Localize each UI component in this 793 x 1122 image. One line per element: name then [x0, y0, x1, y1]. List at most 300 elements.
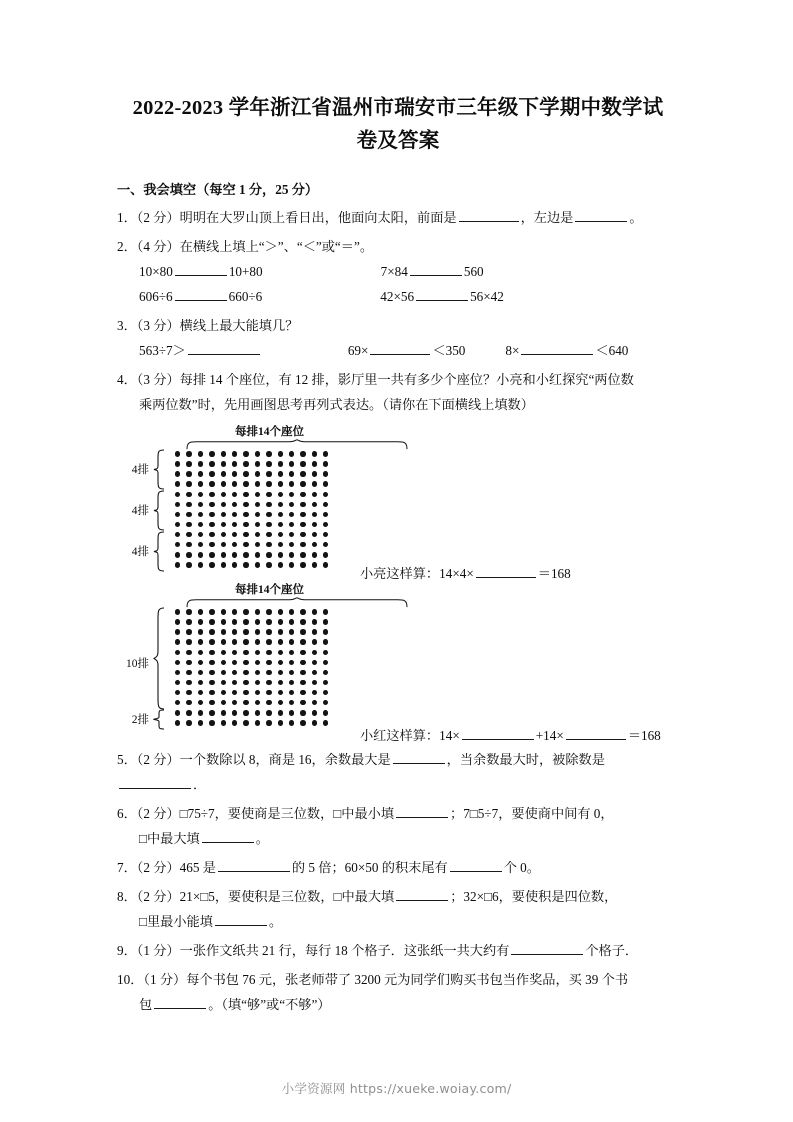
answer-blank[interactable] — [462, 725, 534, 740]
question-6 — [117, 801, 679, 851]
seat-dot — [255, 481, 260, 486]
seat-dot — [266, 451, 271, 456]
seat-dot — [209, 552, 214, 557]
question-6-number: 6． — [117, 806, 137, 821]
seat-dot — [312, 512, 317, 517]
question-1 — [117, 205, 679, 230]
seat-dot — [266, 619, 271, 624]
question-9 — [117, 938, 679, 963]
seat-dot — [289, 710, 294, 715]
seat-dot — [175, 542, 180, 547]
q2-r2-right-expr-b: 56×42 — [470, 289, 504, 304]
page-title — [117, 92, 679, 158]
seat-dot — [232, 700, 237, 705]
answer-blank[interactable] — [393, 749, 445, 764]
diagram1-side-brace-1-icon — [153, 490, 165, 531]
seat-dot — [255, 680, 260, 685]
seat-dot — [323, 461, 328, 466]
seat-dot — [278, 471, 283, 476]
dot-row — [175, 627, 334, 637]
seat-dot — [278, 451, 283, 456]
seat-dot — [209, 492, 214, 497]
seat-dot — [221, 532, 226, 537]
diagram1-side-label-1: 4排 — [131, 505, 149, 517]
seat-dot — [221, 680, 226, 685]
seat-dot — [312, 710, 317, 715]
seat-dot — [312, 680, 317, 685]
seat-dot — [300, 562, 305, 567]
seat-dot — [186, 660, 191, 665]
seat-dot — [255, 502, 260, 507]
seat-dot — [266, 471, 271, 476]
seat-dot — [209, 680, 214, 685]
seat-dot — [266, 680, 271, 685]
diagram2-top-caption: 每排14个座位 — [235, 584, 304, 596]
question-6-score: （2 分） — [136, 806, 180, 821]
seat-dot — [232, 552, 237, 557]
seat-dot — [300, 639, 305, 644]
question-8-text-2b: 。 — [268, 914, 283, 929]
question-3-number: 3． — [117, 318, 137, 333]
seat-dot — [232, 502, 237, 507]
seat-dot — [278, 532, 283, 537]
seat-dot — [312, 720, 317, 725]
question-8-score: （2 分） — [136, 889, 180, 904]
question-6-text-2a: □中最大填 — [139, 831, 200, 846]
q2-r1-right-expr-b: 560 — [463, 264, 484, 279]
seat-dot — [266, 720, 271, 725]
seat-dot — [243, 700, 248, 705]
seat-dot — [209, 650, 214, 655]
question-3-prompt — [117, 313, 679, 338]
question-1-number: 1． — [117, 210, 137, 225]
seat-dot — [266, 552, 271, 557]
seat-dot — [323, 532, 328, 537]
seat-dot — [198, 660, 203, 665]
seat-dot — [323, 720, 328, 725]
seat-dot — [232, 471, 237, 476]
seat-dot — [198, 512, 203, 517]
answer-blank[interactable] — [396, 886, 448, 901]
dot-row — [175, 550, 334, 560]
seat-dot — [323, 700, 328, 705]
seat-dot — [289, 720, 294, 725]
question-7-number: 7． — [117, 860, 137, 875]
seat-dot — [209, 690, 214, 695]
seat-dot — [266, 562, 271, 567]
question-10-text-2b: 。（填“够”或“不够”） — [208, 997, 331, 1012]
seat-dot — [232, 619, 237, 624]
seat-dot — [243, 660, 248, 665]
seat-dot — [175, 700, 180, 705]
seat-dot — [175, 670, 180, 675]
seat-dot — [186, 562, 191, 567]
seat-dot — [255, 650, 260, 655]
seat-dot — [243, 512, 248, 517]
seat-dot — [289, 700, 294, 705]
seat-dot — [232, 532, 237, 537]
seat-dot — [278, 629, 283, 634]
seat-dot — [221, 690, 226, 695]
seat-dot — [198, 552, 203, 557]
seat-dot — [255, 552, 260, 557]
dot-row — [175, 499, 334, 509]
question-3-text: 横线上最大能填几？ — [179, 318, 299, 333]
seat-dot — [266, 609, 271, 614]
seat-dot — [323, 502, 328, 507]
dot-row — [175, 449, 334, 459]
answer-blank[interactable] — [175, 261, 227, 276]
seat-dot — [243, 552, 248, 557]
seat-dot — [289, 532, 294, 537]
seat-dot — [209, 609, 214, 614]
q3-item2-suffix: ＜350 — [432, 343, 466, 358]
question-3 — [117, 313, 679, 363]
seat-dot — [221, 710, 226, 715]
seat-dot — [175, 609, 180, 614]
question-7-text-b: 的 5 倍；60×50 的积末尾有 — [291, 860, 448, 875]
seat-dot — [255, 619, 260, 624]
seat-dot — [289, 619, 294, 624]
dot-row — [175, 698, 334, 708]
seat-dot — [278, 609, 283, 614]
question-5-number: 5． — [117, 752, 137, 767]
seat-dot — [300, 619, 305, 624]
question-8-text-1a: 21×□5，要使积是三位数，□中最大填 — [179, 889, 395, 904]
answer-blank[interactable] — [450, 857, 502, 872]
answer-blank[interactable] — [511, 940, 583, 955]
seat-dot — [289, 481, 294, 486]
seat-dot — [278, 461, 283, 466]
answer-blank[interactable] — [202, 828, 254, 843]
seat-dot — [209, 700, 214, 705]
diagram1-side-brace-0-icon — [153, 449, 165, 490]
dot-row — [175, 459, 334, 469]
seat-dot — [312, 542, 317, 547]
seat-dot — [300, 451, 305, 456]
seat-dot — [312, 522, 317, 527]
question-4-score: （3 分） — [136, 372, 180, 387]
q2-r1-right-expr-a: 7×84 — [380, 264, 408, 279]
seat-dot — [175, 720, 180, 725]
diagram2-side-label-1: 2排 — [131, 714, 149, 726]
seat-dot — [312, 660, 317, 665]
question-4-line-1 — [117, 367, 679, 392]
question-10-text-1: 每个书包 76 元，张老师带了 3200 元为同学们购买书包当作奖品，买 39 个书 — [186, 972, 629, 987]
question-7 — [117, 855, 679, 880]
seat-dot — [312, 650, 317, 655]
dot-row — [175, 647, 334, 657]
seat-dot — [289, 451, 294, 456]
answer-blank[interactable] — [459, 207, 519, 222]
seat-dot — [266, 461, 271, 466]
answer-blank[interactable] — [370, 340, 430, 355]
seat-dot — [243, 471, 248, 476]
seat-dot — [278, 660, 283, 665]
question-10 — [117, 967, 679, 1017]
seat-dot — [221, 461, 226, 466]
section-heading: 一、我会填空（每空 1 分，25 分） — [117, 182, 319, 197]
seat-dot — [175, 710, 180, 715]
q3-item1-prefix: 563÷7＞ — [139, 343, 186, 358]
seat-dot — [175, 650, 180, 655]
seat-dot — [175, 690, 180, 695]
answer-blank[interactable] — [575, 207, 627, 222]
diagram1-calc-b: ＝168 — [537, 566, 571, 581]
seat-dot — [289, 461, 294, 466]
seat-dot — [221, 542, 226, 547]
seat-dot — [289, 562, 294, 567]
diagram2-calc-b: +14× — [535, 728, 564, 743]
seat-dot — [278, 542, 283, 547]
seat-dot — [243, 562, 248, 567]
seat-dot — [289, 690, 294, 695]
seat-dot — [232, 710, 237, 715]
seat-dot — [209, 481, 214, 486]
dot-row — [175, 520, 334, 530]
seat-dot — [255, 690, 260, 695]
question-9-text-b: 个格子． — [585, 943, 639, 958]
seat-dot — [209, 532, 214, 537]
seat-dot — [278, 700, 283, 705]
question-4-text-1: 每排 14 个座位，有 12 排，影厅里一共有多少个座位？小亮和小红探究“两位数 — [179, 372, 634, 387]
answer-blank[interactable] — [218, 857, 290, 872]
answer-blank[interactable] — [396, 803, 448, 818]
question-8-number: 8． — [117, 889, 137, 904]
seat-dot — [209, 710, 214, 715]
seat-dot — [289, 471, 294, 476]
seat-dot — [312, 552, 317, 557]
question-8-text-1b: ；32×□6，要使积是四位数， — [450, 889, 618, 904]
dot-row — [175, 469, 334, 479]
seat-dot — [266, 629, 271, 634]
seat-dot — [243, 690, 248, 695]
seat-dot — [186, 522, 191, 527]
seat-dot — [175, 502, 180, 507]
question-10-text-2a: 包 — [139, 997, 153, 1012]
seat-dot — [266, 492, 271, 497]
answer-blank[interactable] — [119, 774, 191, 789]
seat-dot — [312, 562, 317, 567]
seat-dot — [243, 609, 248, 614]
dot-row — [175, 489, 334, 499]
q2-r1-left-expr-b: 10+80 — [228, 264, 263, 279]
seat-dot — [232, 481, 237, 486]
answer-blank[interactable] — [410, 261, 462, 276]
seat-dot — [198, 461, 203, 466]
seat-dot — [186, 451, 191, 456]
seat-dot — [221, 512, 226, 517]
seat-dot — [186, 690, 191, 695]
seat-dot — [323, 629, 328, 634]
seat-dot — [255, 710, 260, 715]
seat-dot — [323, 710, 328, 715]
seat-dot — [255, 451, 260, 456]
seat-dot — [300, 532, 305, 537]
seat-dot — [175, 639, 180, 644]
question-1-text-b: ，左边是 — [520, 210, 574, 225]
seat-dot — [209, 451, 214, 456]
seat-dot — [209, 502, 214, 507]
page-content — [117, 0, 679, 1017]
seat-dot — [198, 710, 203, 715]
dot-row — [175, 718, 334, 728]
seat-dot — [266, 639, 271, 644]
seat-dot — [198, 629, 203, 634]
title-line-2: 卷及答案 — [356, 130, 440, 152]
seat-dot — [221, 562, 226, 567]
seat-dot — [186, 481, 191, 486]
seat-dot — [243, 680, 248, 685]
seat-dot — [300, 700, 305, 705]
answer-blank[interactable] — [215, 911, 267, 926]
seat-dot — [278, 690, 283, 695]
seat-dot — [289, 522, 294, 527]
question-2-text: 在横线上填上“＞”、“＜”或“＝”。 — [179, 239, 374, 254]
seat-dot — [186, 670, 191, 675]
seat-dot — [312, 461, 317, 466]
seat-dot — [323, 619, 328, 624]
answer-blank[interactable] — [416, 286, 468, 301]
seat-dot — [300, 629, 305, 634]
diagram1-top-caption: 每排14个座位 — [235, 426, 304, 438]
seat-dot — [312, 629, 317, 634]
seat-dot — [323, 562, 328, 567]
seat-dot — [186, 492, 191, 497]
answer-blank[interactable] — [175, 286, 227, 301]
seat-dot — [232, 660, 237, 665]
answer-blank[interactable] — [188, 340, 260, 355]
seat-dot — [186, 512, 191, 517]
seat-dot — [323, 542, 328, 547]
question-7-text-c: 个 0。 — [503, 860, 540, 875]
question-7-score: （2 分） — [136, 860, 180, 875]
seat-dot — [278, 552, 283, 557]
seat-dot — [312, 619, 317, 624]
seat-dot — [289, 660, 294, 665]
seat-dot — [221, 660, 226, 665]
seat-dot — [221, 481, 226, 486]
question-5-text-a: 一个数除以 8，商是 16，余数最大是 — [179, 752, 391, 767]
seat-dot — [232, 720, 237, 725]
seat-dot — [278, 680, 283, 685]
seat-dot — [221, 492, 226, 497]
seat-dot — [198, 700, 203, 705]
question-4-line-2: 乘两位数”时，先用画图思考再列式表达。（请你在下面横线上填数） — [139, 397, 534, 412]
q3-item3-prefix: 8× — [505, 343, 520, 358]
seat-dot — [186, 650, 191, 655]
answer-blank[interactable] — [566, 725, 626, 740]
seat-dot — [323, 639, 328, 644]
seat-dot — [278, 481, 283, 486]
seat-dot — [289, 670, 294, 675]
seat-dot — [175, 552, 180, 557]
seat-dot — [243, 710, 248, 715]
seat-dot — [312, 481, 317, 486]
dot-row — [175, 688, 334, 698]
seat-dot — [243, 532, 248, 537]
seat-dot — [255, 522, 260, 527]
seat-dot — [221, 670, 226, 675]
seat-dot — [323, 650, 328, 655]
seat-dot — [312, 690, 317, 695]
diagram1-side-brace-2-icon — [153, 531, 165, 572]
seat-dot — [278, 512, 283, 517]
question-2-score: （4 分） — [136, 239, 180, 254]
question-5-score: （2 分） — [136, 752, 180, 767]
seat-dot — [186, 609, 191, 614]
seat-dot — [221, 451, 226, 456]
seat-dot — [289, 552, 294, 557]
question-6-text-1b: ；7□5÷7，要使商中间有 0， — [450, 806, 614, 821]
question-1-text-a: 明明在大罗山顶上看日出，他面向太阳，前面是 — [179, 210, 457, 225]
seat-dot — [243, 650, 248, 655]
question-6-line-1 — [117, 801, 679, 826]
dot-row — [175, 530, 334, 540]
question-9-text-a: 一张作文纸共 21 行，每行 18 个格子．这张纸一共大约有 — [179, 943, 510, 958]
seat-dot — [175, 481, 180, 486]
seat-dot — [243, 461, 248, 466]
seat-dot — [221, 471, 226, 476]
seat-dot — [323, 552, 328, 557]
seat-dot — [300, 680, 305, 685]
seat-dot — [312, 471, 317, 476]
seat-dot — [186, 639, 191, 644]
seat-dot — [175, 532, 180, 537]
seat-dot — [278, 710, 283, 715]
dot-row — [175, 510, 334, 520]
seat-dot — [221, 629, 226, 634]
dot-row — [175, 540, 334, 550]
seat-dot — [198, 532, 203, 537]
answer-blank[interactable] — [154, 994, 206, 1009]
seat-dot — [278, 522, 283, 527]
seat-dot — [323, 670, 328, 675]
seat-dot — [266, 690, 271, 695]
dot-row — [175, 617, 334, 627]
seat-dot — [198, 639, 203, 644]
seat-dot — [175, 660, 180, 665]
seat-dot — [312, 492, 317, 497]
diagram-xiaohong — [117, 581, 679, 743]
question-8-line-2 — [117, 909, 679, 934]
seat-dot — [243, 481, 248, 486]
question-4 — [117, 367, 679, 417]
seat-dot — [232, 562, 237, 567]
diagram1-calc-a: 14×4× — [439, 566, 474, 581]
seat-dot — [278, 650, 283, 655]
q2-r1-left-expr-a: 10×80 — [139, 264, 173, 279]
seat-dot — [300, 471, 305, 476]
seat-dot — [209, 720, 214, 725]
seat-dot — [266, 700, 271, 705]
q3-item2-prefix: 69× — [347, 343, 369, 358]
answer-blank[interactable] — [521, 340, 593, 355]
seat-dot — [300, 660, 305, 665]
seat-dot — [186, 471, 191, 476]
seat-dot — [289, 680, 294, 685]
dot-row — [175, 657, 334, 667]
seat-dot — [198, 451, 203, 456]
seat-dot — [289, 502, 294, 507]
diagram1-calc-line — [360, 563, 571, 582]
seat-dot — [198, 542, 203, 547]
question-6-text-2b: 。 — [255, 831, 269, 846]
seat-dot — [255, 512, 260, 517]
seat-dot — [255, 492, 260, 497]
seat-dot — [221, 619, 226, 624]
answer-blank[interactable] — [476, 563, 536, 578]
